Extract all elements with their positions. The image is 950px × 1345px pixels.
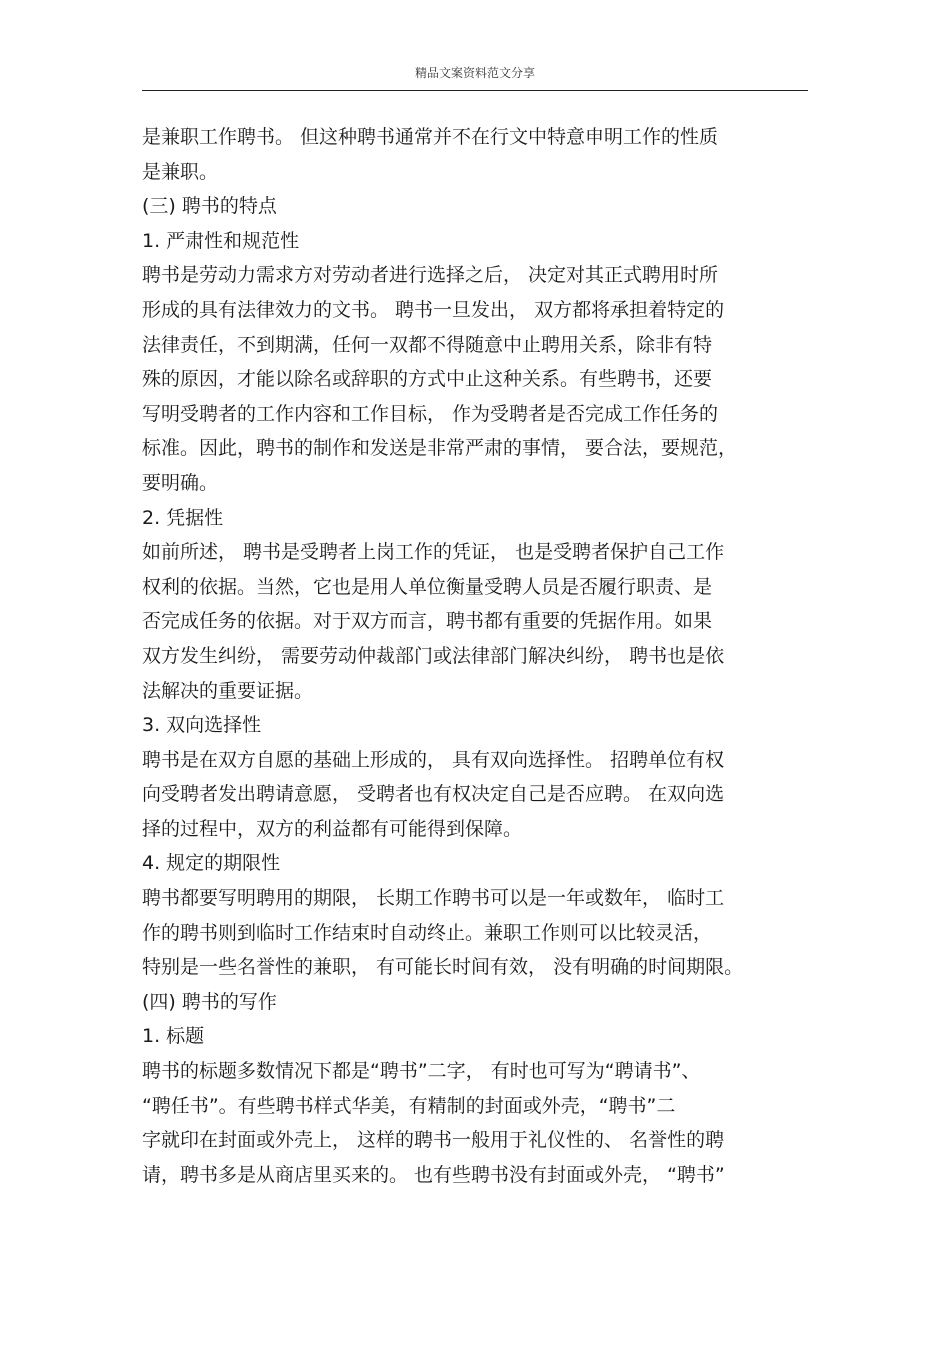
text-line: 作的聘书则到临时工作结束时自动终止。兼职工作则可以比较灵活， — [142, 921, 713, 944]
text-line: 要明确。 — [142, 471, 219, 494]
text-line: 双方发生纠纷， 需要劳动仲裁部门或法律部门解决纠纷， 聘书也是依 — [142, 644, 725, 667]
text-line: 写明受聘者的工作内容和工作目标， 作为受聘者是否完成工作任务的 — [142, 402, 719, 425]
text-line: 1. 严肃性和规范性 — [142, 229, 300, 252]
text-line: 3. 双向选择性 — [142, 714, 262, 737]
text-line: 聘书都要写明聘用的期限， 长期工作聘书可以是一年或数年， 临时工 — [142, 887, 725, 910]
body-text — [142, 120, 808, 1192]
text-line: (四) 聘书的写作 — [142, 990, 277, 1013]
text-line: 法律责任，不到期满，任何一双都不得随意中止聘用关系，除非有特 — [142, 333, 713, 356]
text-line: 聘书是在双方自愿的基础上形成的， 具有双向选择性。 招聘单位有权 — [142, 748, 725, 771]
text-line: (三) 聘书的特点 — [142, 195, 277, 218]
text-line: 权利的依据。当然，它也是用人单位衡量受聘人员是否履行职责、是 — [142, 575, 713, 598]
text-line: 标准。因此，聘书的制作和发送是非常严肃的事情， 要合法，要规范， — [142, 437, 738, 460]
text-line: 聘书的标题多数情况下都是“聘书”二字， 有时也可写为“聘请书”、 — [142, 1060, 701, 1083]
text-line: 4. 规定的期限性 — [142, 852, 281, 875]
text-line: 字就印在封面或外壳上， 这样的聘书一般用于礼仪性的、 名誉性的聘 — [142, 1129, 725, 1152]
text-line: 2. 凭据性 — [142, 506, 224, 529]
text-line: 向受聘者发出聘请意愿， 受聘者也有权决定自己是否应聘。 在双向选 — [142, 783, 725, 806]
text-line: 是兼职。 — [142, 160, 219, 183]
header-divider — [142, 90, 808, 91]
text-line: 1. 标题 — [142, 1025, 205, 1048]
text-line: 特别是一些名誉性的兼职， 有可能长时间有效， 没有明确的时间期限。 — [142, 956, 744, 979]
text-line: 择的过程中，双方的利益都有可能得到保障。 — [142, 817, 523, 840]
text-line: 形成的具有法律效力的文书。 聘书一旦发出， 双方都将承担着特定的 — [142, 298, 725, 321]
text-line: 法解决的重要证据。 — [142, 679, 314, 702]
text-line: 否完成任务的依据。对于双方而言，聘书都有重要的凭据作用。如果 — [142, 610, 713, 633]
text-line: “聘任书”。有些聘书样式华美，有精制的封面或外壳，“聘书”二 — [142, 1094, 676, 1117]
text-line: 如前所述， 聘书是受聘者上岗工作的凭证， 也是受聘者保护自己工作 — [142, 541, 725, 564]
text-line: 请，聘书多是从商店里买来的。 也有些聘书没有封面或外壳， “聘书” — [142, 1163, 725, 1186]
page-header: 精品文案资料范文分享 — [414, 66, 535, 80]
text-line: 是兼职工作聘书。 但这种聘书通常并不在行文中特意申明工作的性质 — [142, 126, 719, 148]
text-line: 殊的原因，才能以除名或辞职的方式中止这种关系。有些聘书，还要 — [142, 368, 713, 391]
text-line: 聘书是劳动力需求方对劳动者进行选择之后， 决定对其正式聘用时所 — [142, 264, 719, 287]
